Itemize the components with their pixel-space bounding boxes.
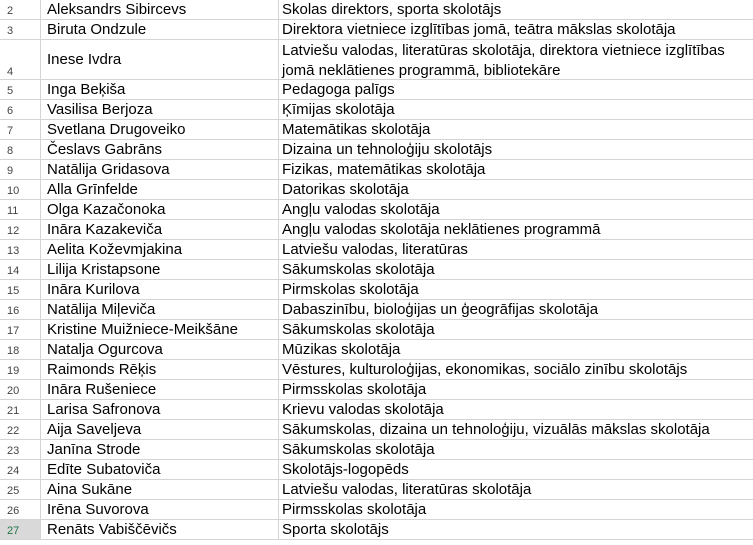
row-header[interactable]: 23 [0,440,41,460]
role-cell[interactable] [279,520,753,540]
name-cell[interactable] [41,360,279,380]
role-cell[interactable] [279,40,753,80]
name-cell[interactable] [41,300,279,320]
role-cell[interactable] [279,100,753,120]
name-cell[interactable] [41,340,279,360]
name-text: Ināra Kurilova [47,280,140,298]
role-cell[interactable] [279,280,753,300]
row-header[interactable]: 18 [0,340,41,360]
role-cell[interactable] [279,420,753,440]
name-cell[interactable] [41,160,279,180]
table-row [0,380,753,400]
name-text: Česlavs Gabrāns [47,140,163,158]
name-text: Kristine Muižniece-Meikšāne [47,320,238,338]
table-row [0,160,753,180]
name-cell[interactable] [41,240,279,260]
role-cell[interactable] [279,240,753,260]
role-cell[interactable] [279,180,753,200]
role-cell[interactable] [279,380,753,400]
row-header[interactable]: 17 [0,320,41,340]
role-cell[interactable] [279,160,753,180]
name-cell[interactable] [41,420,279,440]
table-row [0,240,753,260]
row-header[interactable]: 16 [0,300,41,320]
table-row [0,340,753,360]
name-text: Janīna Strode [47,440,141,458]
row-header[interactable]: 2 [0,0,41,20]
row-header[interactable]: 13 [0,240,41,260]
role-text: Pirmskolas skolotāja [282,280,419,298]
role-cell[interactable] [279,320,753,340]
name-text: Ināra Rušeniece [47,380,157,398]
name-text: Edīte Subatoviča [47,460,161,478]
name-text: Raimonds Rēķis [47,360,157,378]
table-row [0,460,753,480]
role-text: Sporta skolotājs [282,520,389,538]
name-text: Biruta Ondzule [47,20,147,38]
name-text: Natālija Miļeviča [47,300,156,318]
name-cell[interactable] [41,140,279,160]
role-text: Matemātikas skolotāja [282,120,431,138]
table-row [0,200,753,220]
table-row [0,20,753,40]
table-row [0,480,753,500]
row-header[interactable]: 15 [0,280,41,300]
table-row [0,420,753,440]
row-header[interactable]: 10 [0,180,41,200]
role-text: Vēstures, kulturoloģijas, ekonomikas, sociālo zinību skolotājs [282,360,688,378]
role-cell[interactable] [279,120,753,140]
role-text: Dizaina un tehnoloģiju skolotājs [282,140,493,158]
name-cell[interactable] [41,280,279,300]
name-cell[interactable] [41,80,279,100]
name-text: Svetlana Drugoveiko [47,120,186,138]
name-cell[interactable] [41,180,279,200]
role-text: Angļu valodas skolotāja neklātienes programmā [282,220,601,238]
row-header[interactable]: 9 [0,160,41,180]
name-cell[interactable] [41,480,279,500]
role-cell[interactable] [279,260,753,280]
role-cell[interactable] [279,480,753,500]
role-cell[interactable] [279,20,753,40]
name-cell[interactable] [41,320,279,340]
role-cell[interactable] [279,300,753,320]
name-cell[interactable] [41,220,279,240]
table-row [0,80,753,100]
table-row [0,120,753,140]
row-header[interactable]: 4 [0,40,41,80]
row-header[interactable]: 22 [0,420,41,440]
name-cell[interactable] [41,440,279,460]
row-header[interactable]: 25 [0,480,41,500]
row-header[interactable]: 3 [0,20,41,40]
role-cell[interactable] [279,460,753,480]
table-row [0,40,753,80]
name-cell[interactable] [41,380,279,400]
role-cell[interactable] [279,340,753,360]
role-cell[interactable] [279,200,753,220]
table-row [0,140,753,160]
role-text: Latviešu valodas, literatūras [282,240,468,258]
name-text: Olga Kazačonoka [47,200,166,218]
name-text: Vasilisa Berjoza [47,100,153,118]
role-cell[interactable] [279,360,753,380]
row-header[interactable]: 5 [0,80,41,100]
name-text: Ināra Kazakeviča [47,220,163,238]
role-text: Sākumskolas skolotāja [282,260,435,278]
table-row [0,280,753,300]
role-cell[interactable] [279,140,753,160]
name-text: Renāts Vabiščēvičs [47,520,177,538]
role-text: Sākumskolas, dizaina un tehnoloģiju, vizuālās mākslas skolotāja [282,420,710,438]
row-header[interactable]: 14 [0,260,41,280]
role-text: Datorikas skolotāja [282,180,409,198]
row-header[interactable]: 21 [0,400,41,420]
role-text: Pedagoga palīgs [282,80,395,98]
role-cell[interactable] [279,220,753,240]
name-text: Aina Sukāne [47,480,133,498]
row-header[interactable]: 12 [0,220,41,240]
table-row [0,320,753,340]
row-header[interactable]: 11 [0,200,41,220]
name-cell[interactable] [41,100,279,120]
role-text: Pirmsskolas skolotāja [282,500,427,518]
table-row [0,360,753,380]
role-text: Skolas direktors, sporta skolotājs [282,0,502,18]
table-row [0,260,753,280]
row-header[interactable]: 26 [0,500,41,520]
row-header[interactable]: 19 [0,360,41,380]
name-cell[interactable] [41,520,279,540]
table-row [0,220,753,240]
name-text: Aleksandrs Sibircevs [47,0,187,18]
table-row [0,100,753,120]
role-text: Fizikas, matemātikas skolotāja [282,160,486,178]
role-text: Krievu valodas skolotāja [282,400,444,418]
row-header[interactable]: 8 [0,140,41,160]
role-cell[interactable] [279,0,753,20]
role-text: Dabaszinību, bioloģijas un ģeogrāfijas skolotāja [282,300,599,318]
role-text: Angļu valodas skolotāja [282,200,440,218]
role-text: Pirmsskolas skolotāja [282,380,427,398]
name-cell[interactable] [41,200,279,220]
row-header[interactable]: 7 [0,120,41,140]
table-row [0,500,753,520]
row-header[interactable]: 27 [0,520,41,540]
table-row [0,180,753,200]
name-cell[interactable] [41,400,279,420]
name-cell[interactable] [41,40,279,80]
name-text: Inga Beķiša [47,80,126,98]
role-cell[interactable] [279,80,753,100]
role-text: Mūzikas skolotāja [282,340,401,358]
name-text: Natālija Gridasova [47,160,170,178]
name-cell[interactable] [41,260,279,280]
role-cell[interactable] [279,500,753,520]
name-text: Larisa Safronova [47,400,161,418]
table-row [0,300,753,320]
name-text: Alla Grīnfelde [47,180,138,198]
table-row [0,440,753,460]
role-text: Ķīmijas skolotāja [282,100,395,118]
role-text: Skolotājs-logopēds [282,460,409,478]
table-row [0,0,753,20]
row-header[interactable]: 24 [0,460,41,480]
name-cell[interactable] [41,0,279,20]
role-cell[interactable] [279,440,753,460]
table-row [0,400,753,420]
role-text: Latviešu valodas, literatūras skolotāja [282,480,532,498]
name-text: Inese Ivdra [47,50,122,68]
name-text: Aija Saveljeva [47,420,142,438]
name-text: Irēna Suvorova [47,500,149,518]
name-text: Natalja Ogurcova [47,340,163,358]
name-cell[interactable] [41,120,279,140]
role-text: Latviešu valodas, literatūras skolotāja, direktora vietniece izglītības jomā neklātienes programmā, bibliotekāre [282,42,725,79]
table-row [0,520,753,540]
row-header[interactable]: 20 [0,380,41,400]
name-cell[interactable] [41,20,279,40]
name-cell[interactable] [41,460,279,480]
role-text: Sākumskolas skolotāja [282,440,435,458]
name-text: Aelita Koževmjakina [47,240,183,258]
role-cell[interactable] [279,400,753,420]
name-text: Lilija Kristapsone [47,260,161,278]
role-text: Sākumskolas skolotāja [282,320,435,338]
name-cell[interactable] [41,500,279,520]
row-header[interactable]: 6 [0,100,41,120]
role-text: Direktora vietniece izglītības jomā, teātra mākslas skolotāja [282,20,676,38]
